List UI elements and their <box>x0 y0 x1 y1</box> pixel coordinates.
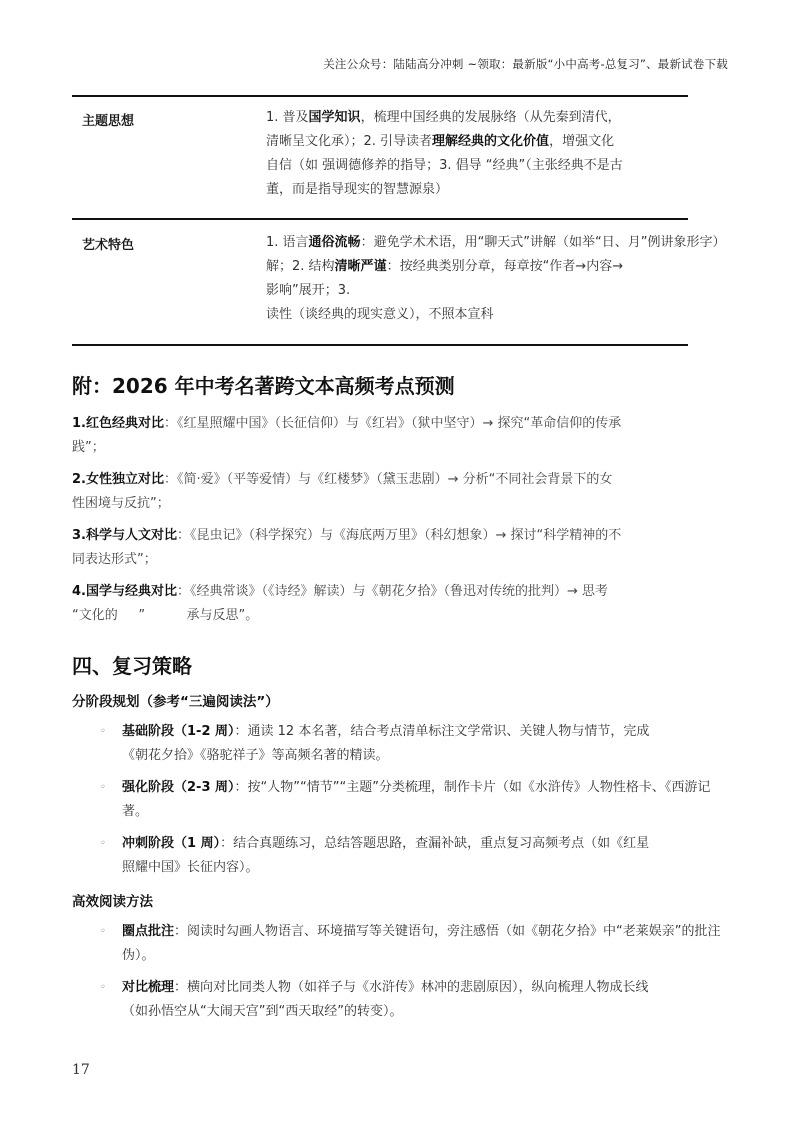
subsection-title: 高效阅读方法 <box>72 894 153 910</box>
bullet-icon: ◦ <box>100 782 106 793</box>
table-mid-rule <box>72 218 688 220</box>
text-line: 董，而是指导现实的智慧源泉） <box>266 182 449 197</box>
bullet-icon: ◦ <box>100 982 106 993</box>
table-top-rule <box>72 95 688 97</box>
prediction-item: 4.国学与经典对比：《经典常谈》（《诗经》解读）与《朝花夕拾》（鲁迅对传统的批判）→ 思考 “文化的 ” 承与反思”。 <box>72 584 609 623</box>
text-line: 影响”展开；3. <box>266 283 351 298</box>
prediction-item: 3.科学与人文对比：《昆虫记》（科学探究）与《海底两万里》（科幻想象）→ 探讨“科学精神的不 同表达形式”； <box>72 528 622 567</box>
list-item: ◦ 圈点批注：阅读时勾画人物语言、环境描写等关键语句，旁注感悟（如《朝花夕拾》中“老莱娱亲”的批注 伪）。 <box>100 920 800 968</box>
section-title: 四、复习策略 <box>72 654 192 678</box>
bullet-icon: ◦ <box>100 926 106 937</box>
appendix-title: 附：2026 年中考名著跨文本高频考点预测 <box>72 374 455 398</box>
list-item: ◦ 基础阶段（1-2 周）：通读 12 本名著，结合考点清单标注文学常识、关键人物与情节，完成 《朝花夕拾》《骆驼祥子》等高频名著的精读。 <box>100 720 800 768</box>
row-label-art: 艺术特色 <box>82 238 135 253</box>
table-bottom-rule <box>72 344 688 346</box>
list-item: ◦ 冲刺阶段（1 周）：结合真题练习，总结答题思路，查漏补缺，重点复习高频考点（如《红星 照耀中国》长征内容）。 <box>100 832 800 880</box>
text-line: 自信（如 强调德修养的指导；3. 倡导 “经典”（主张经典不是古 <box>266 158 623 173</box>
list-item: ◦ 对比梳理：横向对比同类人物（如祥子与《水浒传》林冲的悲剧原因），纵向梳理人物成长线 （如孙悟空从“大闹天宫”到“西天取经”的转变）。 <box>100 976 800 1024</box>
prediction-item: 1.红色经典对比：《红星照耀中国》（长征信仰）与《红岩》（狱中坚守）→ 探究“革命信仰的传承 践”； <box>72 416 622 455</box>
row-body-art <box>266 231 800 327</box>
page-header: 关注公众号：陆陆高分冲刺 ~领取：最新版“小中高考-总复习”、最新试卷下载 <box>323 57 728 71</box>
row-label-theme: 主题思想 <box>82 114 135 129</box>
text-line: 读性（谈经典的现实意义），不照本宣科 <box>266 307 494 322</box>
text-line: 1. 语言通俗流畅：避免学术术语，用“聊天式”讲解（如举“日、月”例讲象形字） <box>266 235 726 250</box>
row-body-theme <box>266 106 686 202</box>
page-number: 17 <box>72 1062 90 1078</box>
bullet-icon: ◦ <box>100 838 106 849</box>
prediction-item: 2.女性独立对比：《简·爱》（平等爱情）与《红楼梦》（黛玉悲剧）→ 分析“不同社会背景下的女 性困境与反抗”； <box>72 472 613 511</box>
text-line: 解；2. 结构清晰严谨：按经典类别分章，每章按“作者→内容→ <box>266 259 624 274</box>
bullet-icon: ◦ <box>100 726 106 737</box>
list-item: ◦ 强化阶段（2-3 周）：按“人物”“情节”“主题”分类梳理，制作卡片（如《水浒传》人物性格卡、《西游记 著。 <box>100 776 800 824</box>
subsection-title: 分阶段规划（参考“三遍阅读法”） <box>72 694 279 710</box>
text-line: 清晰呈文化承）；2. 引导读者理解经典的文化价值，增强文化 <box>266 134 615 149</box>
text-line: 1. 普及国学知识，梳理中国经典的发展脉络（从先秦到清代， <box>266 110 621 125</box>
